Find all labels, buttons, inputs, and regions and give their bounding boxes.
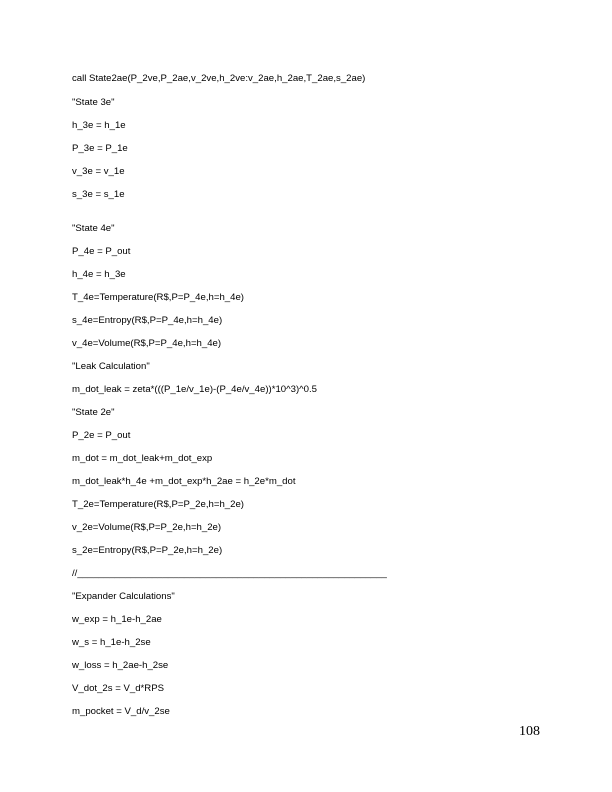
code-line-s2e: s_2e=Entropy(R$,P=P_2e,h=h_2e) <box>72 545 223 556</box>
code-line-w-exp: w_exp = h_1e-h_2ae <box>72 614 162 625</box>
page-number: 108 <box>519 724 540 739</box>
code-line-state-2e-comment: "State 2e" <box>72 407 115 418</box>
code-line-leak-calculation-comment: "Leak Calculation" <box>72 361 150 372</box>
code-line-p4e: P_4e = P_out <box>72 246 131 257</box>
code-line-m-dot: m_dot = m_dot_leak+m_dot_exp <box>72 453 213 464</box>
code-line-state-3e-comment: "State 3e" <box>72 97 115 108</box>
code-line-t2e: T_2e=Temperature(R$,P=P_2e,h=h_2e) <box>72 499 244 510</box>
code-line-w-s: w_s = h_1e-h_2se <box>72 637 151 648</box>
code-line-expander-calculations-comment: "Expander Calculations" <box>72 591 175 602</box>
code-line-state-4e-comment: "State 4e" <box>72 223 115 234</box>
code-line-t4e: T_4e=Temperature(R$,P=P_4e,h=h_4e) <box>72 292 244 303</box>
code-line-energy-balance: m_dot_leak*h_4e +m_dot_exp*h_2ae = h_2e*m_dot <box>72 476 296 487</box>
code-line-h4e: h_4e = h_3e <box>72 269 126 280</box>
code-line-p2e: P_2e = P_out <box>72 430 131 441</box>
code-line-m-pocket: m_pocket = V_d/v_2se <box>72 706 170 717</box>
code-line-v-dot-2s: V_dot_2s = V_d*RPS <box>72 683 165 694</box>
code-line-h3e: h_3e = h_1e <box>72 120 126 131</box>
code-line-p3e: P_3e = P_1e <box>72 143 128 154</box>
code-line-s4e: s_4e=Entropy(R$,P=P_4e,h=h_4e) <box>72 315 223 326</box>
code-line-v2e: v_2e=Volume(R$,P=P_2e,h=h_2e) <box>72 522 222 533</box>
code-line-s3e: s_3e = s_1e <box>72 189 125 200</box>
code-line-v3e: v_3e = v_1e <box>72 166 125 177</box>
code-line-m-dot-leak: m_dot_leak = zeta*(((P_1e/v_1e)-(P_4e/v_4e))*10^3)^0.5 <box>72 384 317 395</box>
code-line-w-loss: w_loss = h_2ae-h_2se <box>72 660 169 671</box>
code-line-call-state2ae: call State2ae(P_2ve,P_2ae,v_2ve,h_2ve:v_2ae,h_2ae,T_2ae,s_2ae) <box>72 73 366 84</box>
code-line-divider-comment: //__________________________________________________________ <box>72 568 387 579</box>
code-line-v4e: v_4e=Volume(R$,P=P_4e,h=h_4e) <box>72 338 222 349</box>
